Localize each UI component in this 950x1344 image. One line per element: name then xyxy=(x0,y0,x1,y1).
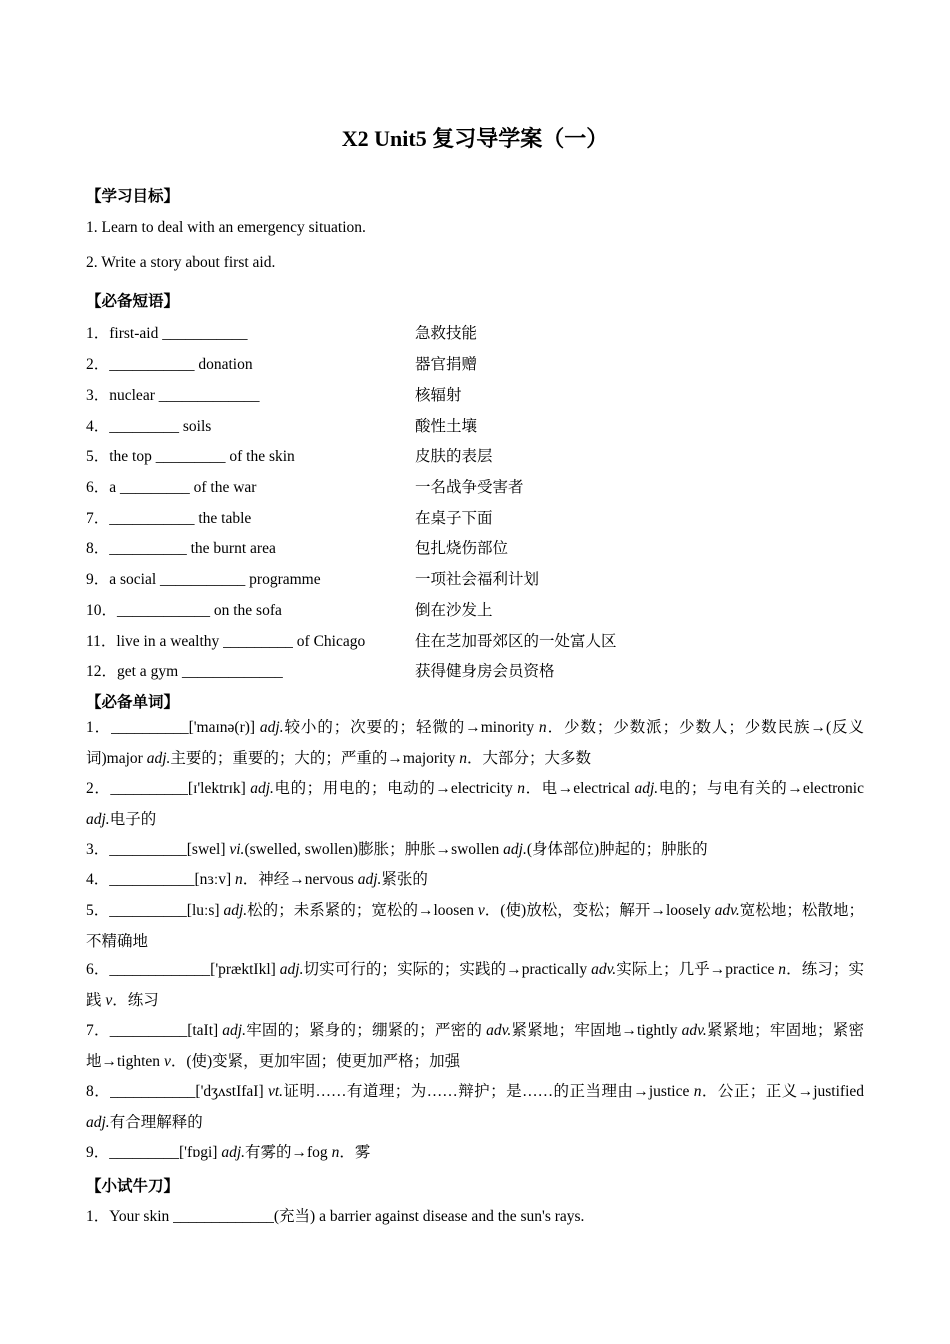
phrase-zh: 酸性土壤 xyxy=(415,418,478,435)
section-heading-phrases: 【必备短语】 xyxy=(86,292,180,310)
word-text: 证明……有道理；为……辩护；是……的正当理由→justice xyxy=(283,1083,694,1100)
word-text: 5．__________[luːs] xyxy=(86,902,224,919)
word-text: 7．__________[taIt] xyxy=(86,1022,223,1039)
word-entry xyxy=(86,1077,864,1138)
word-pos: vt. xyxy=(267,1083,284,1100)
word-text: 较小的；次要的；轻微的→minority xyxy=(283,719,539,736)
word-text: 4．___________[nɜːv] xyxy=(86,871,236,888)
word-text: ．练习 xyxy=(112,991,159,1009)
word-text: ．(使)变紧，更加牢固；使更加严格；加强 xyxy=(170,1052,461,1070)
word-pos: adj. xyxy=(634,780,659,797)
word-pos: adj. xyxy=(86,1113,110,1131)
word-entry xyxy=(86,865,864,896)
word-text: ．神经→nervous xyxy=(242,871,358,888)
word-pos: adj. xyxy=(223,902,248,919)
phrase-en: 8．__________ the burnt area xyxy=(86,540,276,557)
word-entry xyxy=(86,896,864,957)
word-text: 2．__________[ɪ'lektrɪk] xyxy=(86,780,251,797)
word-entry xyxy=(86,713,864,774)
phrase-en: 7．___________ the table xyxy=(86,510,252,527)
phrase-en: 3．nuclear _____________ xyxy=(86,387,260,404)
word-pos: n xyxy=(517,780,525,797)
phrase-zh: 获得健身房会员资格 xyxy=(415,663,555,680)
phrase-en: 12．get a gym _____________ xyxy=(86,663,283,680)
word-pos: v xyxy=(105,991,113,1009)
word-pos: n xyxy=(693,1083,702,1100)
goal-item: 2. Write a story about first aid. xyxy=(86,254,276,271)
word-pos: adj. xyxy=(221,1144,246,1161)
word-text: 电子的 xyxy=(109,810,157,828)
word-entry xyxy=(86,774,864,835)
page-title: X2 Unit5 复习导学案（一） xyxy=(341,126,609,151)
word-text: (身体部位)肿起的；肿胀的 xyxy=(526,841,708,858)
word-pos: adj. xyxy=(86,810,110,828)
word-pos: n xyxy=(331,1144,340,1161)
phrase-zh: 住在芝加哥郊区的一处富人区 xyxy=(415,633,617,650)
word-text: ．少数；少数派；少数人；少数民族→(反义词)major xyxy=(86,719,864,767)
phrase-en: 10．____________ on the sofa xyxy=(86,602,282,619)
word-text: (swelled, swollen)膨胀；肿胀→swollen xyxy=(244,841,504,858)
word-text: ．练习；实践 xyxy=(86,961,864,1009)
practice-item: 1．Your skin _____________(充当) a barrier against disease and the sun's rays. xyxy=(86,1208,585,1225)
word-text: 紧紧地；牢固地→tightly xyxy=(511,1022,682,1039)
word-pos: adj. xyxy=(503,841,527,858)
word-entry xyxy=(86,955,864,1016)
phrase-zh: 器官捐赠 xyxy=(415,356,478,373)
phrase-en: 5．the top _________ of the skin xyxy=(86,448,295,465)
word-text: ．公正；正义→justified xyxy=(701,1083,865,1100)
word-text: 有合理解释的 xyxy=(109,1113,203,1131)
section-heading-goals: 【学习目标】 xyxy=(86,187,180,205)
phrase-en: 6．a _________ of the war xyxy=(86,479,257,496)
phrase-en: 11．live in a wealthy _________ of Chicago xyxy=(86,633,366,650)
word-text: 宽松地；松散地；不精确地 xyxy=(86,902,864,950)
phrase-en: 1．first-aid ___________ xyxy=(86,325,248,342)
word-pos: adj. xyxy=(250,780,274,797)
section-heading-words: 【必备单词】 xyxy=(86,693,180,711)
word-text: 主要的；重要的；大的；严重的→majority xyxy=(170,749,460,767)
word-text: 紧紧地；牢固地；紧密地→tighten xyxy=(86,1022,864,1070)
word-entry xyxy=(86,835,864,866)
word-text: ．雾 xyxy=(339,1144,371,1161)
word-text: 9．_________['fɒgi] xyxy=(86,1144,222,1161)
phrase-zh: 急救技能 xyxy=(415,325,478,342)
word-text: ．大部分；大多数 xyxy=(467,749,592,767)
word-pos: adv. xyxy=(714,902,740,919)
word-pos: v xyxy=(163,1052,171,1070)
word-entry xyxy=(86,1016,864,1077)
word-text: 有雾的→fog xyxy=(245,1144,332,1161)
word-text: ．(使)放松，变松；解开→loosely xyxy=(484,902,715,919)
word-pos: n xyxy=(538,719,547,736)
word-pos: adj. xyxy=(259,719,284,736)
word-text: 3．__________[swel] xyxy=(86,841,230,858)
word-text: 电的；与电有关的→electronic xyxy=(658,780,864,797)
phrase-en: 9．a social ___________ programme xyxy=(86,571,321,588)
word-text: 紧张的 xyxy=(381,871,428,888)
word-pos: adj. xyxy=(222,1022,246,1039)
phrase-zh: 一名战争受害者 xyxy=(415,479,524,496)
phrase-zh: 核辐射 xyxy=(415,387,462,404)
word-entry xyxy=(86,1138,864,1169)
word-text: 松的；未系紧的；宽松的→loosen xyxy=(247,902,478,919)
word-pos: adv. xyxy=(681,1022,707,1039)
word-pos: adj. xyxy=(146,749,171,767)
word-pos: adv. xyxy=(486,1022,512,1039)
word-text: 实际上；几乎→practice xyxy=(616,961,779,978)
phrase-zh: 在桌子下面 xyxy=(415,510,493,527)
word-pos: n xyxy=(459,749,468,767)
word-text: 1．__________['maɪnə(r)] xyxy=(86,719,260,736)
word-text: 8．___________['dʒʌstIfaI] xyxy=(86,1083,268,1100)
word-pos: n xyxy=(778,961,787,978)
word-pos: adj. xyxy=(357,871,382,888)
phrase-zh: 皮肤的表层 xyxy=(415,448,493,465)
word-pos: adj. xyxy=(279,961,304,978)
phrase-zh: 包扎烧伤部位 xyxy=(415,540,509,557)
word-text: ．电→electrical xyxy=(524,780,635,797)
word-text: 6．_____________['præktIkl] xyxy=(86,961,280,978)
word-text: 切实可行的；实际的；实践的→practically xyxy=(303,961,592,978)
word-pos: n xyxy=(235,871,243,888)
word-text: 牢固的；紧身的；绷紧的；严密的 xyxy=(245,1022,487,1039)
word-pos: vi. xyxy=(229,841,245,858)
word-pos: v xyxy=(477,902,485,919)
word-text: 电的；用电的；电动的→electricity xyxy=(273,780,518,797)
phrase-zh: 一项社会福利计划 xyxy=(415,571,540,588)
goal-item: 1. Learn to deal with an emergency situation. xyxy=(86,219,366,236)
word-pos: adv. xyxy=(591,961,617,978)
phrase-en: 4．_________ soils xyxy=(86,418,212,435)
phrase-zh: 倒在沙发上 xyxy=(415,602,493,619)
phrase-en: 2．___________ donation xyxy=(86,356,253,373)
section-heading-practice: 【小试牛刀】 xyxy=(86,1177,180,1195)
